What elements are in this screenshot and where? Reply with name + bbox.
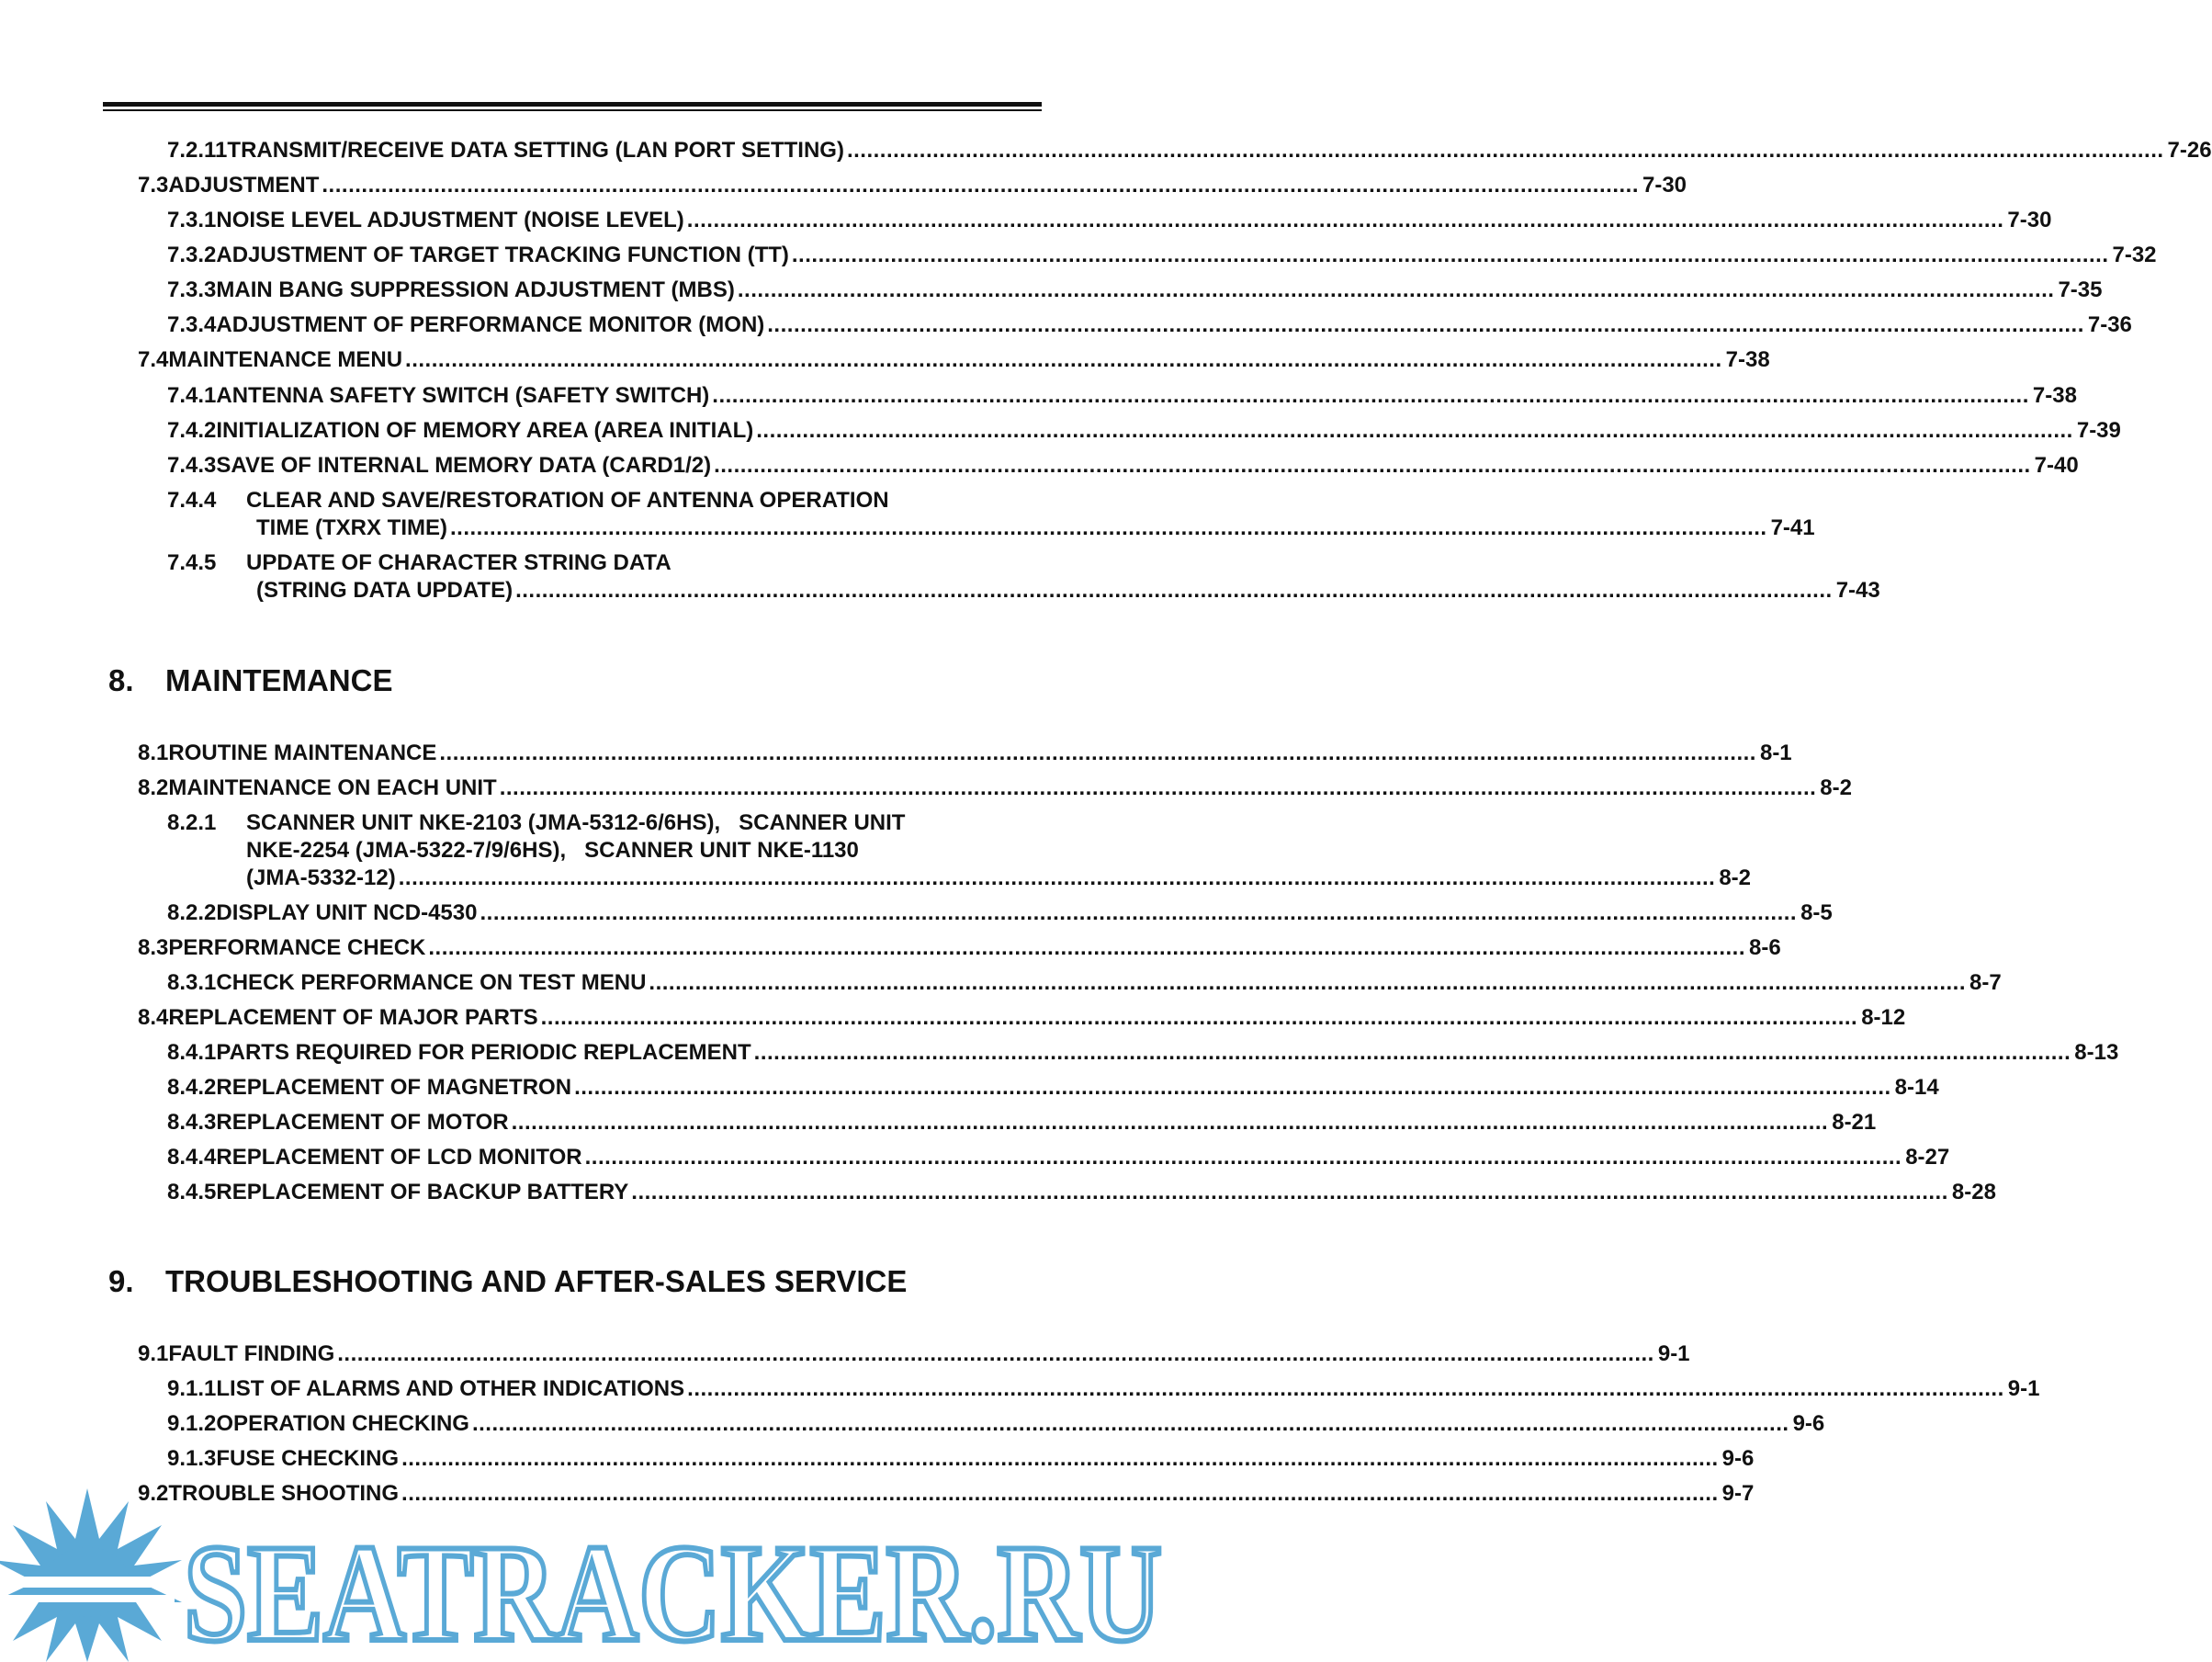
toc-page: 8-1	[1759, 741, 1792, 765]
toc-title: (JMA-5332-12)	[246, 865, 396, 890]
toc-title: MAINTENANCE ON EACH UNIT	[168, 775, 497, 800]
leader-dots	[792, 243, 2109, 268]
leader-dots	[480, 900, 1797, 926]
toc-page: 9-6	[1721, 1446, 1755, 1471]
toc-number: 8.4.4	[167, 1145, 217, 1170]
leader-dots	[322, 173, 1639, 198]
toc-entry-7-4[interactable]	[138, 347, 1770, 373]
toc-number: 7.3	[138, 173, 169, 198]
toc-page: 9-6	[1792, 1411, 1825, 1436]
chapter-9-heading[interactable]	[108, 1264, 907, 1299]
leader-dots	[631, 1180, 1948, 1205]
toc-entry-8-2-1-line1[interactable]	[167, 810, 905, 836]
toc-number: 9.1.2	[167, 1411, 217, 1436]
toc-page: 8-28	[1951, 1180, 1996, 1204]
toc-number: 7.3.1	[167, 208, 217, 232]
toc-entry-8-3-1[interactable]	[167, 970, 2002, 996]
toc-entry-8-4[interactable]	[138, 1005, 1906, 1031]
toc-title: ADJUSTMENT OF TARGET TRACKING FUNCTION (TT)	[216, 243, 789, 267]
toc-entry-7-4-5-line1[interactable]	[167, 550, 672, 576]
toc-title: OPERATION CHECKING	[216, 1411, 469, 1436]
toc-title: TIME (TXRX TIME)	[256, 515, 447, 540]
toc-entry-7-3-1[interactable]	[167, 208, 2052, 233]
toc-page: 7-39	[2076, 418, 2121, 443]
toc-entry-8-4-1[interactable]	[167, 1040, 2119, 1066]
leader-dots	[714, 453, 2031, 479]
chapter-number: 8.	[108, 663, 134, 697]
toc-page: 8-21	[1832, 1110, 1877, 1135]
toc-entry-7-4-4-line1[interactable]	[167, 488, 889, 514]
toc-number: 7.3.2	[167, 243, 217, 267]
toc-entry-8-2[interactable]	[138, 775, 1852, 801]
leader-dots	[512, 1110, 1829, 1136]
toc-number: 7.4.1	[167, 383, 217, 408]
toc-title: CLEAR AND SAVE/RESTORATION OF ANTENNA OPERATION	[246, 488, 889, 513]
leader-dots	[439, 741, 1756, 766]
toc-title: UPDATE OF CHARACTER STRING DATA	[246, 550, 672, 575]
toc-page: 8-2	[1820, 775, 1852, 800]
toc-title: NOISE LEVEL ADJUSTMENT (NOISE LEVEL)	[216, 208, 684, 232]
toc-page: 7-41	[1770, 515, 1815, 540]
header-rule-thin	[103, 109, 1042, 111]
toc-title: FAULT FINDING	[168, 1341, 335, 1366]
toc-page: 7-32	[2112, 243, 2157, 267]
toc-title: PERFORMANCE CHECK	[168, 935, 426, 960]
toc-page: 7-36	[2087, 312, 2132, 337]
leader-dots	[401, 1446, 1719, 1472]
toc-number: 7.4.2	[167, 418, 217, 443]
toc-number: 7.4.3	[167, 453, 217, 478]
leader-dots	[754, 1040, 2071, 1066]
leader-dots	[847, 138, 2164, 164]
toc-page: 8-27	[1905, 1145, 1950, 1170]
toc-number: 7.2.11	[167, 138, 228, 163]
toc-entry-8-2-1-line3[interactable]	[246, 865, 1752, 891]
leader-dots	[574, 1075, 1891, 1101]
toc-entry-7-3-3[interactable]	[167, 277, 2103, 303]
toc-entry-8-4-4[interactable]	[167, 1145, 1950, 1170]
chapter-title: MAINTEMANCE	[165, 663, 393, 697]
toc-number: 8.2.1	[167, 810, 217, 835]
header-rule-thick	[103, 102, 1042, 107]
toc-title: PARTS REQUIRED FOR PERIODIC REPLACEMENT	[216, 1040, 751, 1065]
toc-page: 8-5	[1800, 900, 1833, 925]
toc-number: 7.3.3	[167, 277, 217, 302]
leader-dots	[399, 865, 1716, 891]
toc-number: 8.2.2	[167, 900, 217, 925]
toc-entry-7-4-5-line2[interactable]	[256, 578, 1880, 604]
toc-title: DISPLAY UNIT NCD-4530	[216, 900, 478, 925]
toc-entry-7-3-4[interactable]	[167, 312, 2132, 338]
toc-title: TRANSMIT/RECEIVE DATA SETTING (LAN PORT SETTING)	[227, 138, 844, 163]
toc-title: ADJUSTMENT	[168, 173, 320, 198]
toc-entry-8-4-3[interactable]	[167, 1110, 1877, 1136]
seatracker-watermark	[0, 1488, 1174, 1662]
toc-entry-7-2-11[interactable]	[167, 138, 2212, 164]
toc-entry-7-3-2[interactable]	[167, 243, 2157, 268]
toc-number: 8.3.1	[167, 970, 217, 995]
toc-title: CHECK PERFORMANCE ON TEST MENU	[216, 970, 647, 995]
toc-title: REPLACEMENT OF MOTOR	[216, 1110, 509, 1135]
toc-entry-7-4-3[interactable]	[167, 453, 2079, 479]
leader-dots	[756, 418, 2073, 444]
toc-title: REPLACEMENT OF BACKUP BATTERY	[216, 1180, 629, 1204]
leader-dots	[541, 1005, 1858, 1031]
toc-page: 7-43	[1835, 578, 1880, 603]
toc-number: 8.4.2	[167, 1075, 217, 1100]
toc-page: 7-35	[2058, 277, 2103, 302]
toc-page: 8-12	[1861, 1005, 1906, 1030]
toc-number: 8.4.1	[167, 1040, 217, 1065]
toc-page: 8-14	[1894, 1075, 1939, 1100]
toc-entry-9-1-3[interactable]	[167, 1446, 1755, 1472]
toc-number: 9.1.1	[167, 1376, 217, 1401]
toc-page: 7-26	[2167, 138, 2212, 163]
leader-dots	[649, 970, 1966, 996]
toc-page: 8-6	[1748, 935, 1781, 960]
toc-title: REPLACEMENT OF MAGNETRON	[216, 1075, 572, 1100]
leader-dots	[472, 1411, 1789, 1437]
toc-entry-7-4-2[interactable]	[167, 418, 2121, 444]
toc-number: 8.2	[138, 775, 169, 800]
leader-dots	[428, 935, 1745, 961]
leader-dots	[405, 347, 1722, 373]
toc-entry-8-4-2[interactable]	[167, 1075, 1939, 1101]
toc-number: 8.1	[138, 741, 169, 765]
toc-page: 9-1	[2007, 1376, 2040, 1401]
toc-entry-8-3[interactable]	[138, 935, 1781, 961]
leader-dots	[767, 312, 2084, 338]
leader-dots	[738, 277, 2055, 303]
toc-page: 9-1	[1657, 1341, 1690, 1366]
toc-number: 8.4.3	[167, 1110, 217, 1135]
leader-dots	[687, 208, 2004, 233]
toc-title: ANTENNA SAFETY SWITCH (SAFETY SWITCH)	[216, 383, 710, 408]
toc-number: 8.4.5	[167, 1180, 217, 1204]
toc-title: TROUBLE SHOOTING	[168, 1481, 400, 1506]
chapter-8-heading[interactable]	[108, 663, 392, 698]
toc-page: 8-2	[1719, 865, 1752, 890]
toc-number: 7.4.4	[167, 488, 217, 513]
toc-entry-7-4-1[interactable]	[167, 383, 2077, 409]
toc-title: MAIN BANG SUPPRESSION ADJUSTMENT (MBS)	[216, 277, 735, 302]
toc-number: 7.4.5	[167, 550, 217, 575]
leader-dots	[515, 578, 1833, 604]
toc-entry-7-3[interactable]	[138, 173, 1687, 198]
toc-number: 8.3	[138, 935, 169, 960]
toc-entry-9-1-1[interactable]	[167, 1376, 2040, 1402]
leader-dots	[712, 383, 2029, 409]
toc-entry-7-4-4-line2[interactable]	[256, 515, 1815, 541]
toc-number: 9.2	[138, 1481, 169, 1506]
toc-entry-8-4-5[interactable]	[167, 1180, 1996, 1205]
leader-dots	[687, 1376, 2004, 1402]
toc-title: ROUTINE MAINTENANCE	[168, 741, 437, 765]
toc-number: 7.4	[138, 347, 169, 372]
toc-page: 8-7	[1969, 970, 2002, 995]
toc-entry-8-2-2[interactable]	[167, 900, 1833, 926]
toc-entry-9-1[interactable]	[138, 1341, 1690, 1367]
toc-title: LIST OF ALARMS AND OTHER INDICATIONS	[216, 1376, 685, 1401]
toc-number: 9.1.3	[167, 1446, 217, 1471]
toc-page: 8-13	[2074, 1040, 2119, 1065]
toc-entry-8-2-1-line2: NKE-2254 (JMA-5322-7/9/6HS), SCANNER UNIT NKE-1130	[246, 838, 859, 863]
toc-entry-9-1-2[interactable]	[167, 1411, 1825, 1437]
toc-page: 7-40	[2034, 453, 2079, 478]
toc-page: 7-38	[2032, 383, 2077, 408]
sun-icon	[0, 1488, 182, 1662]
toc-page: 7-30	[2007, 208, 2052, 232]
toc-title: INITIALIZATION OF MEMORY AREA (AREA INITIAL)	[216, 418, 754, 443]
toc-number: 8.4	[138, 1005, 169, 1030]
toc-title: ADJUSTMENT OF PERFORMANCE MONITOR (MON)	[216, 312, 765, 337]
toc-title: REPLACEMENT OF LCD MONITOR	[216, 1145, 582, 1170]
leader-dots	[337, 1341, 1654, 1367]
toc-entry-8-1[interactable]	[138, 741, 1792, 766]
chapter-title: TROUBLESHOOTING AND AFTER-SALES SERVICE	[165, 1264, 908, 1298]
leader-dots	[500, 775, 1817, 801]
toc-title: SCANNER UNIT NKE-2103 (JMA-5312-6/6HS), SCANNER UNIT	[246, 810, 906, 835]
chapter-number: 9.	[108, 1264, 134, 1298]
toc-title: REPLACEMENT OF MAJOR PARTS	[168, 1005, 538, 1030]
watermark-text: SEATRACKER.RU	[184, 1516, 1162, 1662]
toc-title: SAVE OF INTERNAL MEMORY DATA (CARD1/2)	[216, 453, 712, 478]
toc-page: 7-38	[1725, 347, 1770, 372]
toc-number: 7.3.4	[167, 312, 217, 337]
toc-title: MAINTENANCE MENU	[168, 347, 403, 372]
toc-title: (STRING DATA UPDATE)	[256, 578, 514, 603]
toc-page: 9-7	[1721, 1481, 1755, 1506]
toc-title: FUSE CHECKING	[216, 1446, 400, 1471]
toc-number: 9.1	[138, 1341, 169, 1366]
leader-dots	[585, 1145, 1902, 1170]
leader-dots	[450, 515, 1767, 541]
toc-page: 7-30	[1642, 173, 1687, 198]
